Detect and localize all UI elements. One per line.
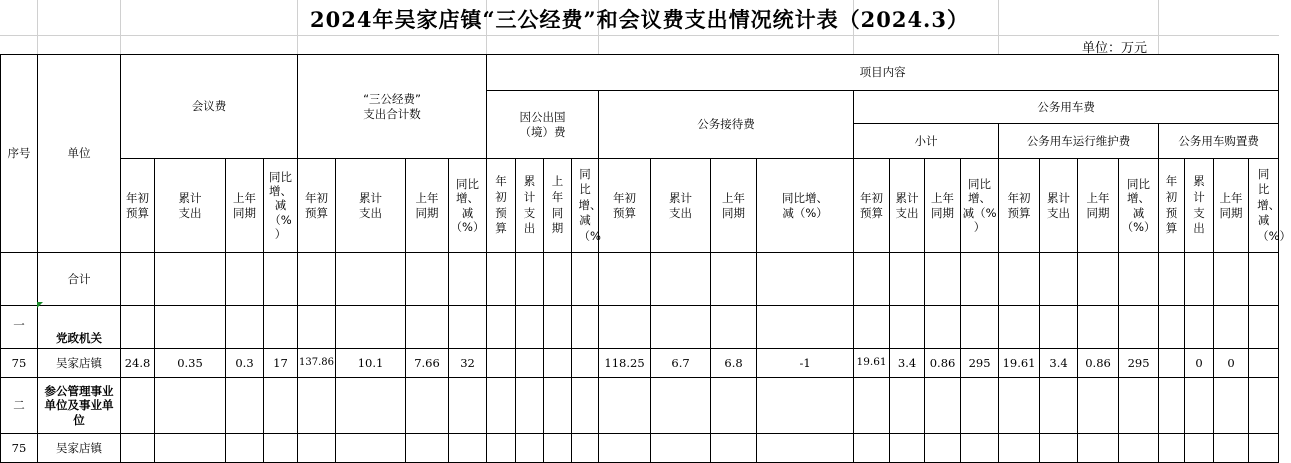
header-reception: 公务接待费 (599, 91, 854, 159)
cell-run-budget: 19.61 (999, 349, 1040, 378)
section-2-seq: 二 (1, 378, 38, 434)
col-yoy: 同比增、减（% (572, 159, 599, 253)
cell-subtotal-last-year: 0.86 (925, 349, 961, 378)
col-budget: 年初 预算 (999, 159, 1040, 253)
cell-three-cumulative: 10.1 (336, 349, 406, 378)
col-yoy: 同比 增、 减（% ） (961, 159, 999, 253)
header-abroad: 因公出国 （境）费 (487, 91, 599, 159)
cell-reception-cumulative: 6.7 (651, 349, 711, 378)
cell-subtotal-budget: 19.61 (854, 349, 890, 378)
cell-meeting-last-year: 0.3 (226, 349, 264, 378)
row-name: 吴家店镇 (38, 349, 121, 378)
col-last-year: 上年同期 (544, 159, 572, 253)
row-seq: 75 (1, 434, 38, 463)
col-last-year: 上年 同期 (1078, 159, 1119, 253)
col-yoy: 同比 增、 减 （%） (1119, 159, 1159, 253)
header-car-buy: 公务用车购置费 (1159, 124, 1279, 159)
col-last-year: 上年 同期 (1214, 159, 1249, 253)
col-budget: 年初 预算 (854, 159, 890, 253)
table-row-total (1, 253, 1279, 306)
cell-meeting-budget: 24.8 (121, 349, 155, 378)
col-last-year: 上年 同期 (925, 159, 961, 253)
col-yoy: 同比 增、 减 （%） (449, 159, 487, 253)
col-budget: 年初 预算 (599, 159, 651, 253)
col-budget: 年初预算 (1159, 159, 1185, 253)
unit-label: 单位：万元 (1082, 41, 1148, 56)
cell-meeting-cumulative: 0.35 (155, 349, 226, 378)
row-name: 吴家店镇 (38, 434, 121, 463)
col-cumulative: 累计支出 (516, 159, 544, 253)
section-1-seq: 一 (1, 306, 38, 349)
expense-table (0, 54, 1291, 463)
col-budget: 年初 预算 (298, 159, 336, 253)
cell-subtotal-cumulative: 3.4 (890, 349, 925, 378)
col-last-year: 上年 同期 (711, 159, 757, 253)
page-title: 2024年吴家店镇“三公经费”和会议费支出情况统计表（2024.3） (310, 7, 969, 32)
header-car-run: 公务用车运行维护费 (999, 124, 1159, 159)
col-yoy: 同比增、减（%） (1249, 159, 1279, 253)
cell-buy-cumulative: 0 (1185, 349, 1214, 378)
header-unit: 单位 (38, 55, 121, 253)
table-row (1, 349, 1279, 378)
col-yoy: 同比 增、 减（% ） (264, 159, 298, 253)
row-seq: 75 (1, 349, 38, 378)
table-row-section-2 (1, 378, 1279, 434)
section-2-name: 参公管理事业单位及事业单位 (38, 378, 121, 434)
cell-three-budget: 137.86 (298, 349, 336, 378)
table-row-section-1 (1, 306, 1279, 349)
cell-meeting-yoy: 17 (264, 349, 298, 378)
col-cumulative: 累计 支出 (1040, 159, 1078, 253)
col-budget: 年初 预算 (121, 159, 155, 253)
cell-run-yoy: 295 (1119, 349, 1159, 378)
col-last-year: 上年 同期 (406, 159, 449, 253)
col-budget: 年初预算 (487, 159, 516, 253)
cell-run-cumulative: 3.4 (1040, 349, 1078, 378)
header-project: 项目内容 (487, 55, 1279, 91)
total-label: 合计 (38, 253, 121, 306)
header-car: 公务用车费 (854, 91, 1279, 124)
col-cumulative: 累计 支出 (651, 159, 711, 253)
cell-subtotal-yoy: 295 (961, 349, 999, 378)
cell-three-last-year: 7.66 (406, 349, 449, 378)
col-last-year: 上年 同期 (226, 159, 264, 253)
cell-reception-budget: 118.25 (599, 349, 651, 378)
header-seq: 序号 (1, 55, 38, 253)
cell-reception-last-year: 6.8 (711, 349, 757, 378)
col-cumulative: 累计 支出 (890, 159, 925, 253)
header-car-subtotal: 小计 (854, 124, 999, 159)
col-cumulative: 累计 支出 (155, 159, 226, 253)
cell-comment-marker (37, 302, 43, 308)
col-cumulative: 累计支出 (1185, 159, 1214, 253)
cell-run-last-year: 0.86 (1078, 349, 1119, 378)
cell-reception-yoy: -1 (757, 349, 854, 378)
table-row (1, 434, 1279, 463)
section-1-name: 党政机关 (38, 306, 121, 349)
header-meeting: 会议费 (121, 55, 298, 159)
cell-three-yoy: 32 (449, 349, 487, 378)
col-cumulative: 累计 支出 (336, 159, 406, 253)
cell-buy-last-year: 0 (1214, 349, 1249, 378)
col-yoy: 同比增、 减（%） (757, 159, 854, 253)
header-three-total: “三公经费” 支出合计数 (298, 55, 487, 159)
